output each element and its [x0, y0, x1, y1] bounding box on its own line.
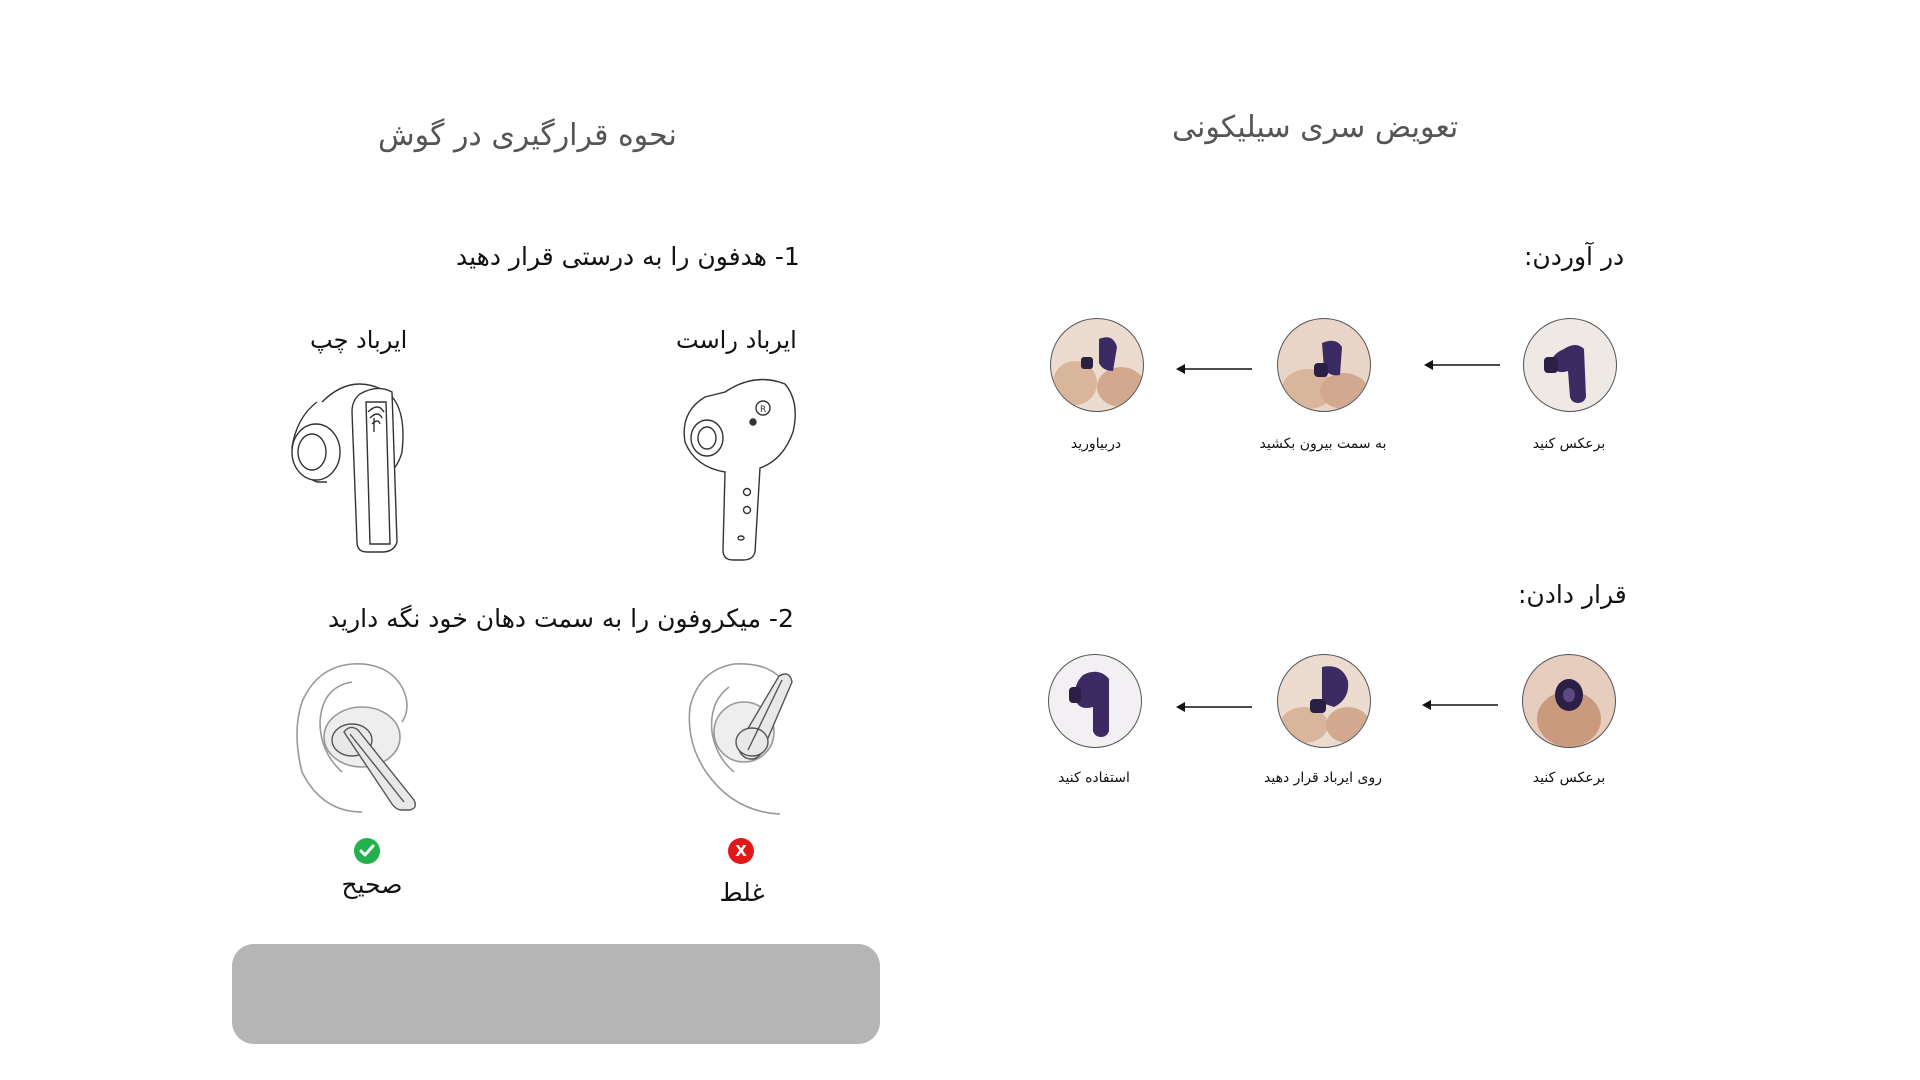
- insert-step-2-photo: [1277, 654, 1371, 748]
- wrong-label: غلط: [719, 878, 765, 907]
- tips-section-title: تعویض سری سیلیکونی: [1172, 110, 1459, 145]
- correct-label: صحیح: [341, 870, 403, 899]
- left-earbud-label: ایرباد چپ: [310, 326, 408, 354]
- fit-section-title: نحوه قرارگیری در گوش: [378, 118, 677, 153]
- insert-step-3-caption: استفاده کنید: [1058, 770, 1130, 786]
- left-earbud-illustration: [282, 372, 422, 562]
- gray-placeholder-box: [232, 944, 880, 1044]
- insert-step-1-caption: برعکس کنید: [1532, 770, 1606, 786]
- remove-heading: در آوردن:: [1524, 242, 1625, 271]
- wrong-x-icon: X: [728, 838, 754, 864]
- remove-arrow-2-icon: [1176, 362, 1252, 376]
- right-earbud-illustration: [675, 372, 815, 562]
- insert-step-2-caption: روی ایرباد قرار دهید: [1264, 770, 1382, 786]
- insert-step-1-photo: [1522, 654, 1616, 748]
- step-1-heading: 1- هدفون را به درستی قرار دهید: [456, 242, 800, 271]
- step-2-heading: 2- میکروفون را به سمت دهان خود نگه دارید: [328, 604, 794, 633]
- remove-step-3-caption: دربیاورید: [1070, 436, 1122, 452]
- remove-step-3-photo: [1050, 318, 1144, 412]
- remove-arrow-1-icon: [1424, 358, 1500, 372]
- insert-arrow-2-icon: [1176, 700, 1252, 714]
- svg-text:R: R: [760, 405, 767, 415]
- wrong-ear-illustration: [684, 662, 804, 822]
- insert-arrow-1-icon: [1422, 698, 1498, 712]
- correct-ear-illustration: [292, 662, 432, 822]
- remove-step-2-caption: به سمت بیرون بکشید: [1259, 436, 1387, 452]
- correct-check-icon: [354, 838, 380, 864]
- remove-step-1-photo: [1523, 318, 1617, 412]
- insert-step-3-photo: [1048, 654, 1142, 748]
- remove-step-1-caption: برعکس کنید: [1532, 436, 1606, 452]
- remove-step-2-photo: [1277, 318, 1371, 412]
- insert-heading: قرار دادن:: [1518, 580, 1627, 609]
- right-earbud-label: ایرباد راست: [676, 326, 797, 354]
